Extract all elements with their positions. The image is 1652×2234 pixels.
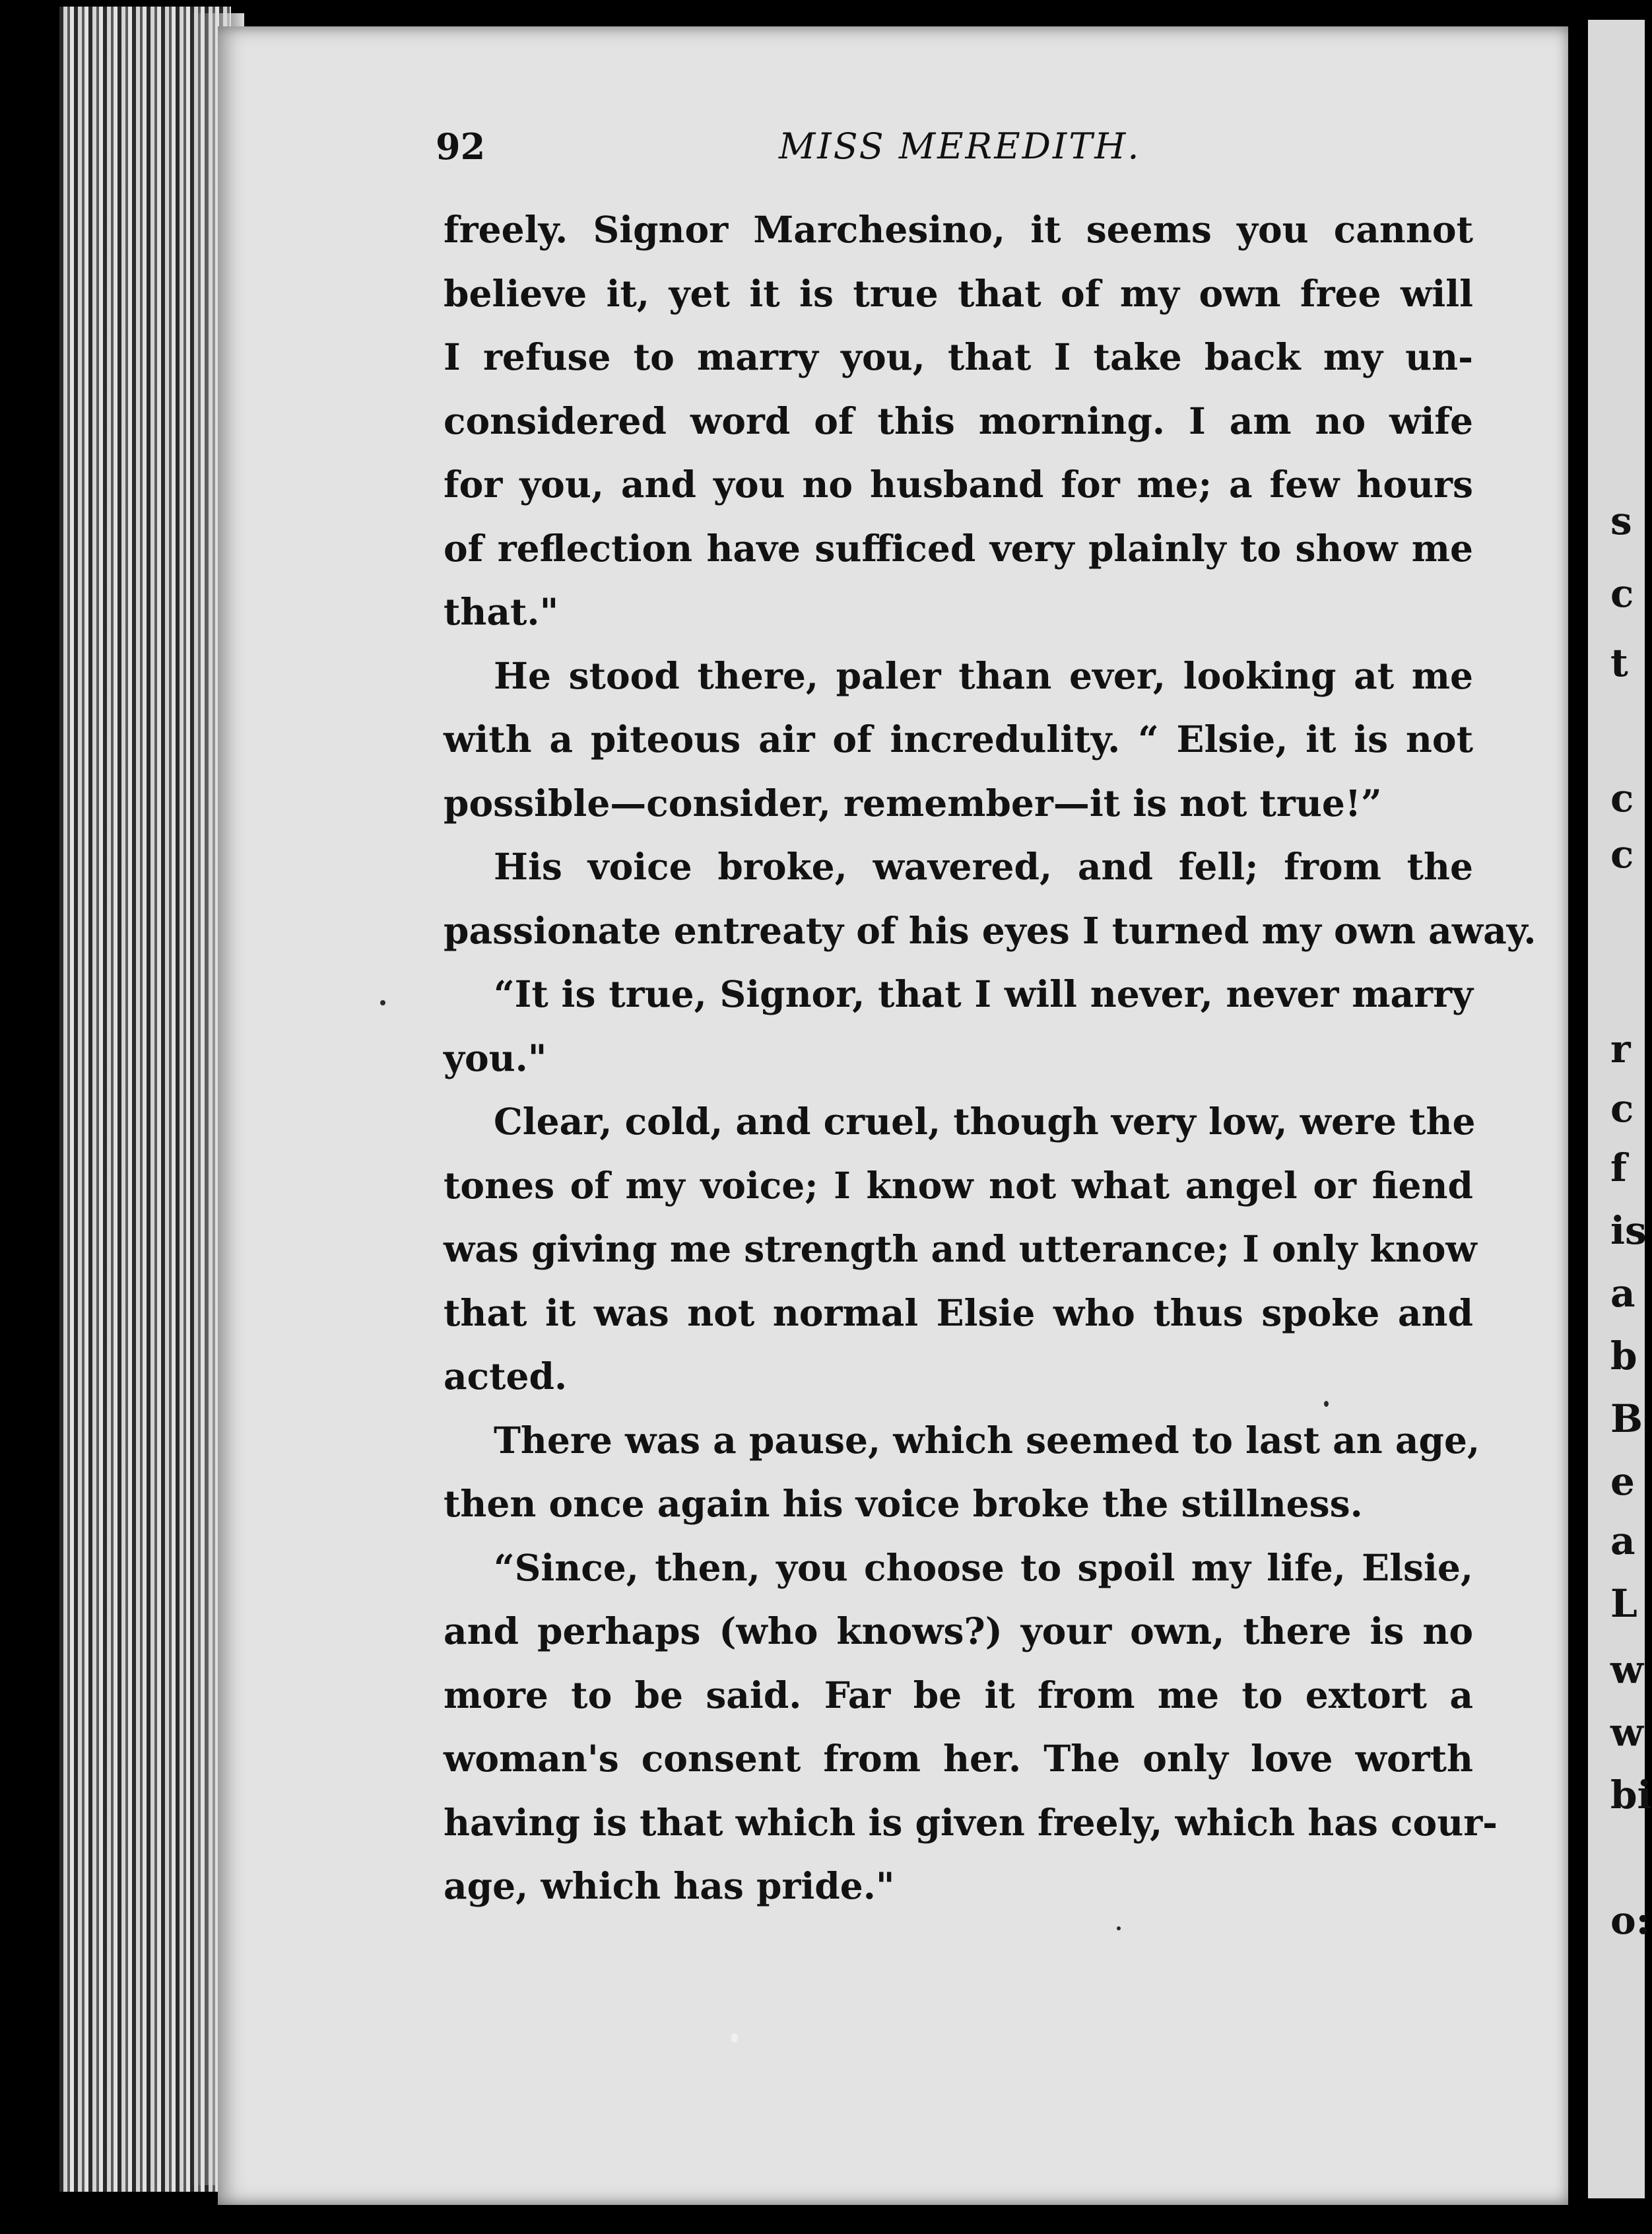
text-line: age, which has pride." xyxy=(444,1864,895,1907)
text-line: was giving me strength and utterance; I only know xyxy=(444,1227,1477,1270)
text-line: then once again his voice broke the stillness. xyxy=(444,1482,1363,1525)
facing-page-fragment: B xyxy=(1610,1396,1643,1441)
text-line: “Since, then, you choose to spoil my life, Elsie, xyxy=(494,1545,1473,1589)
text-line: acted. xyxy=(444,1355,568,1398)
facing-page-fragment: s xyxy=(1610,498,1632,543)
facing-page-fragment: e xyxy=(1610,1459,1635,1504)
facing-page-fragment: a xyxy=(1610,1271,1635,1316)
facing-page-fragment: t xyxy=(1610,640,1628,685)
facing-page xyxy=(1588,20,1652,2198)
page-number: 92 xyxy=(436,125,486,168)
text-line: believe it, yet it is true that of my own free will xyxy=(444,271,1473,315)
text-line: He stood there, paler than ever, looking at me xyxy=(494,654,1473,697)
text-line: “It is true, Signor, that I will never, never marry xyxy=(494,972,1473,1015)
text-line: you." xyxy=(444,1036,547,1079)
text-line: His voice broke, wavered, and fell; from the xyxy=(494,845,1473,888)
text-line: I refuse to marry you, that I take back my un- xyxy=(444,335,1473,378)
running-head xyxy=(436,125,1544,185)
text-line: that it was not normal Elsie who thus spoke and xyxy=(444,1291,1473,1334)
facing-page-fragment: L xyxy=(1610,1581,1637,1626)
facing-page-fragment: c xyxy=(1610,776,1634,821)
facing-page-fragment: r xyxy=(1610,1027,1631,1071)
facing-page-fragment: w xyxy=(1610,1710,1643,1755)
text-line: more to be said. Far be it from me to extort a xyxy=(444,1673,1473,1716)
text-line: There was a pause, which seemed to last an age, xyxy=(494,1418,1480,1462)
facing-page-fragment: bi xyxy=(1610,1773,1652,1817)
facing-page-fragment: f xyxy=(1610,1145,1627,1190)
facing-page-fragment: a xyxy=(1610,1518,1635,1563)
text-line: and perhaps (who knows?) your own, there is no xyxy=(444,1609,1473,1652)
speck xyxy=(1324,1401,1329,1407)
speck xyxy=(380,1000,385,1005)
text-line: woman's consent from her. The only love worth xyxy=(444,1737,1473,1780)
text-line: that." xyxy=(444,590,559,633)
text-line: passionate entreaty of his eyes I turned my own away. xyxy=(444,908,1536,952)
text-line: of reflection have sufficed very plainly to show me xyxy=(444,526,1473,570)
text-line: considered word of this morning. I am no wife xyxy=(444,399,1473,442)
facing-page-fragment: c xyxy=(1610,832,1634,877)
facing-page-fragment: o: xyxy=(1610,1898,1651,1943)
facing-page-fragment: w xyxy=(1610,1647,1643,1692)
text-line: with a piteous air of incredulity. “ Elsie, it is not xyxy=(444,718,1473,761)
facing-page-fragment: c xyxy=(1610,571,1634,616)
gutter xyxy=(1568,0,1588,2234)
text-line: for you, and you no husband for me; a few hours xyxy=(444,463,1473,506)
text-line: Clear, cold, and cruel, though very low, were the xyxy=(494,1100,1476,1143)
facing-page-fragment: is xyxy=(1610,1208,1647,1253)
facing-page-fragment: c xyxy=(1610,1086,1634,1131)
text-line: possible—consider, remember—it is not true!” xyxy=(444,781,1382,825)
speck xyxy=(731,2033,738,2043)
facing-page-fragment: b xyxy=(1610,1334,1637,1378)
text-line: freely. Signor Marchesino, it seems you cannot xyxy=(444,208,1473,251)
text-line: tones of my voice; I know not what angel or fiend xyxy=(444,1163,1473,1207)
body-text xyxy=(444,198,1536,1918)
running-title: MISS MEREDITH. xyxy=(779,125,1141,167)
text-line: having is that which is given freely, which has cour- xyxy=(444,1800,1498,1844)
speck xyxy=(1117,1926,1121,1930)
